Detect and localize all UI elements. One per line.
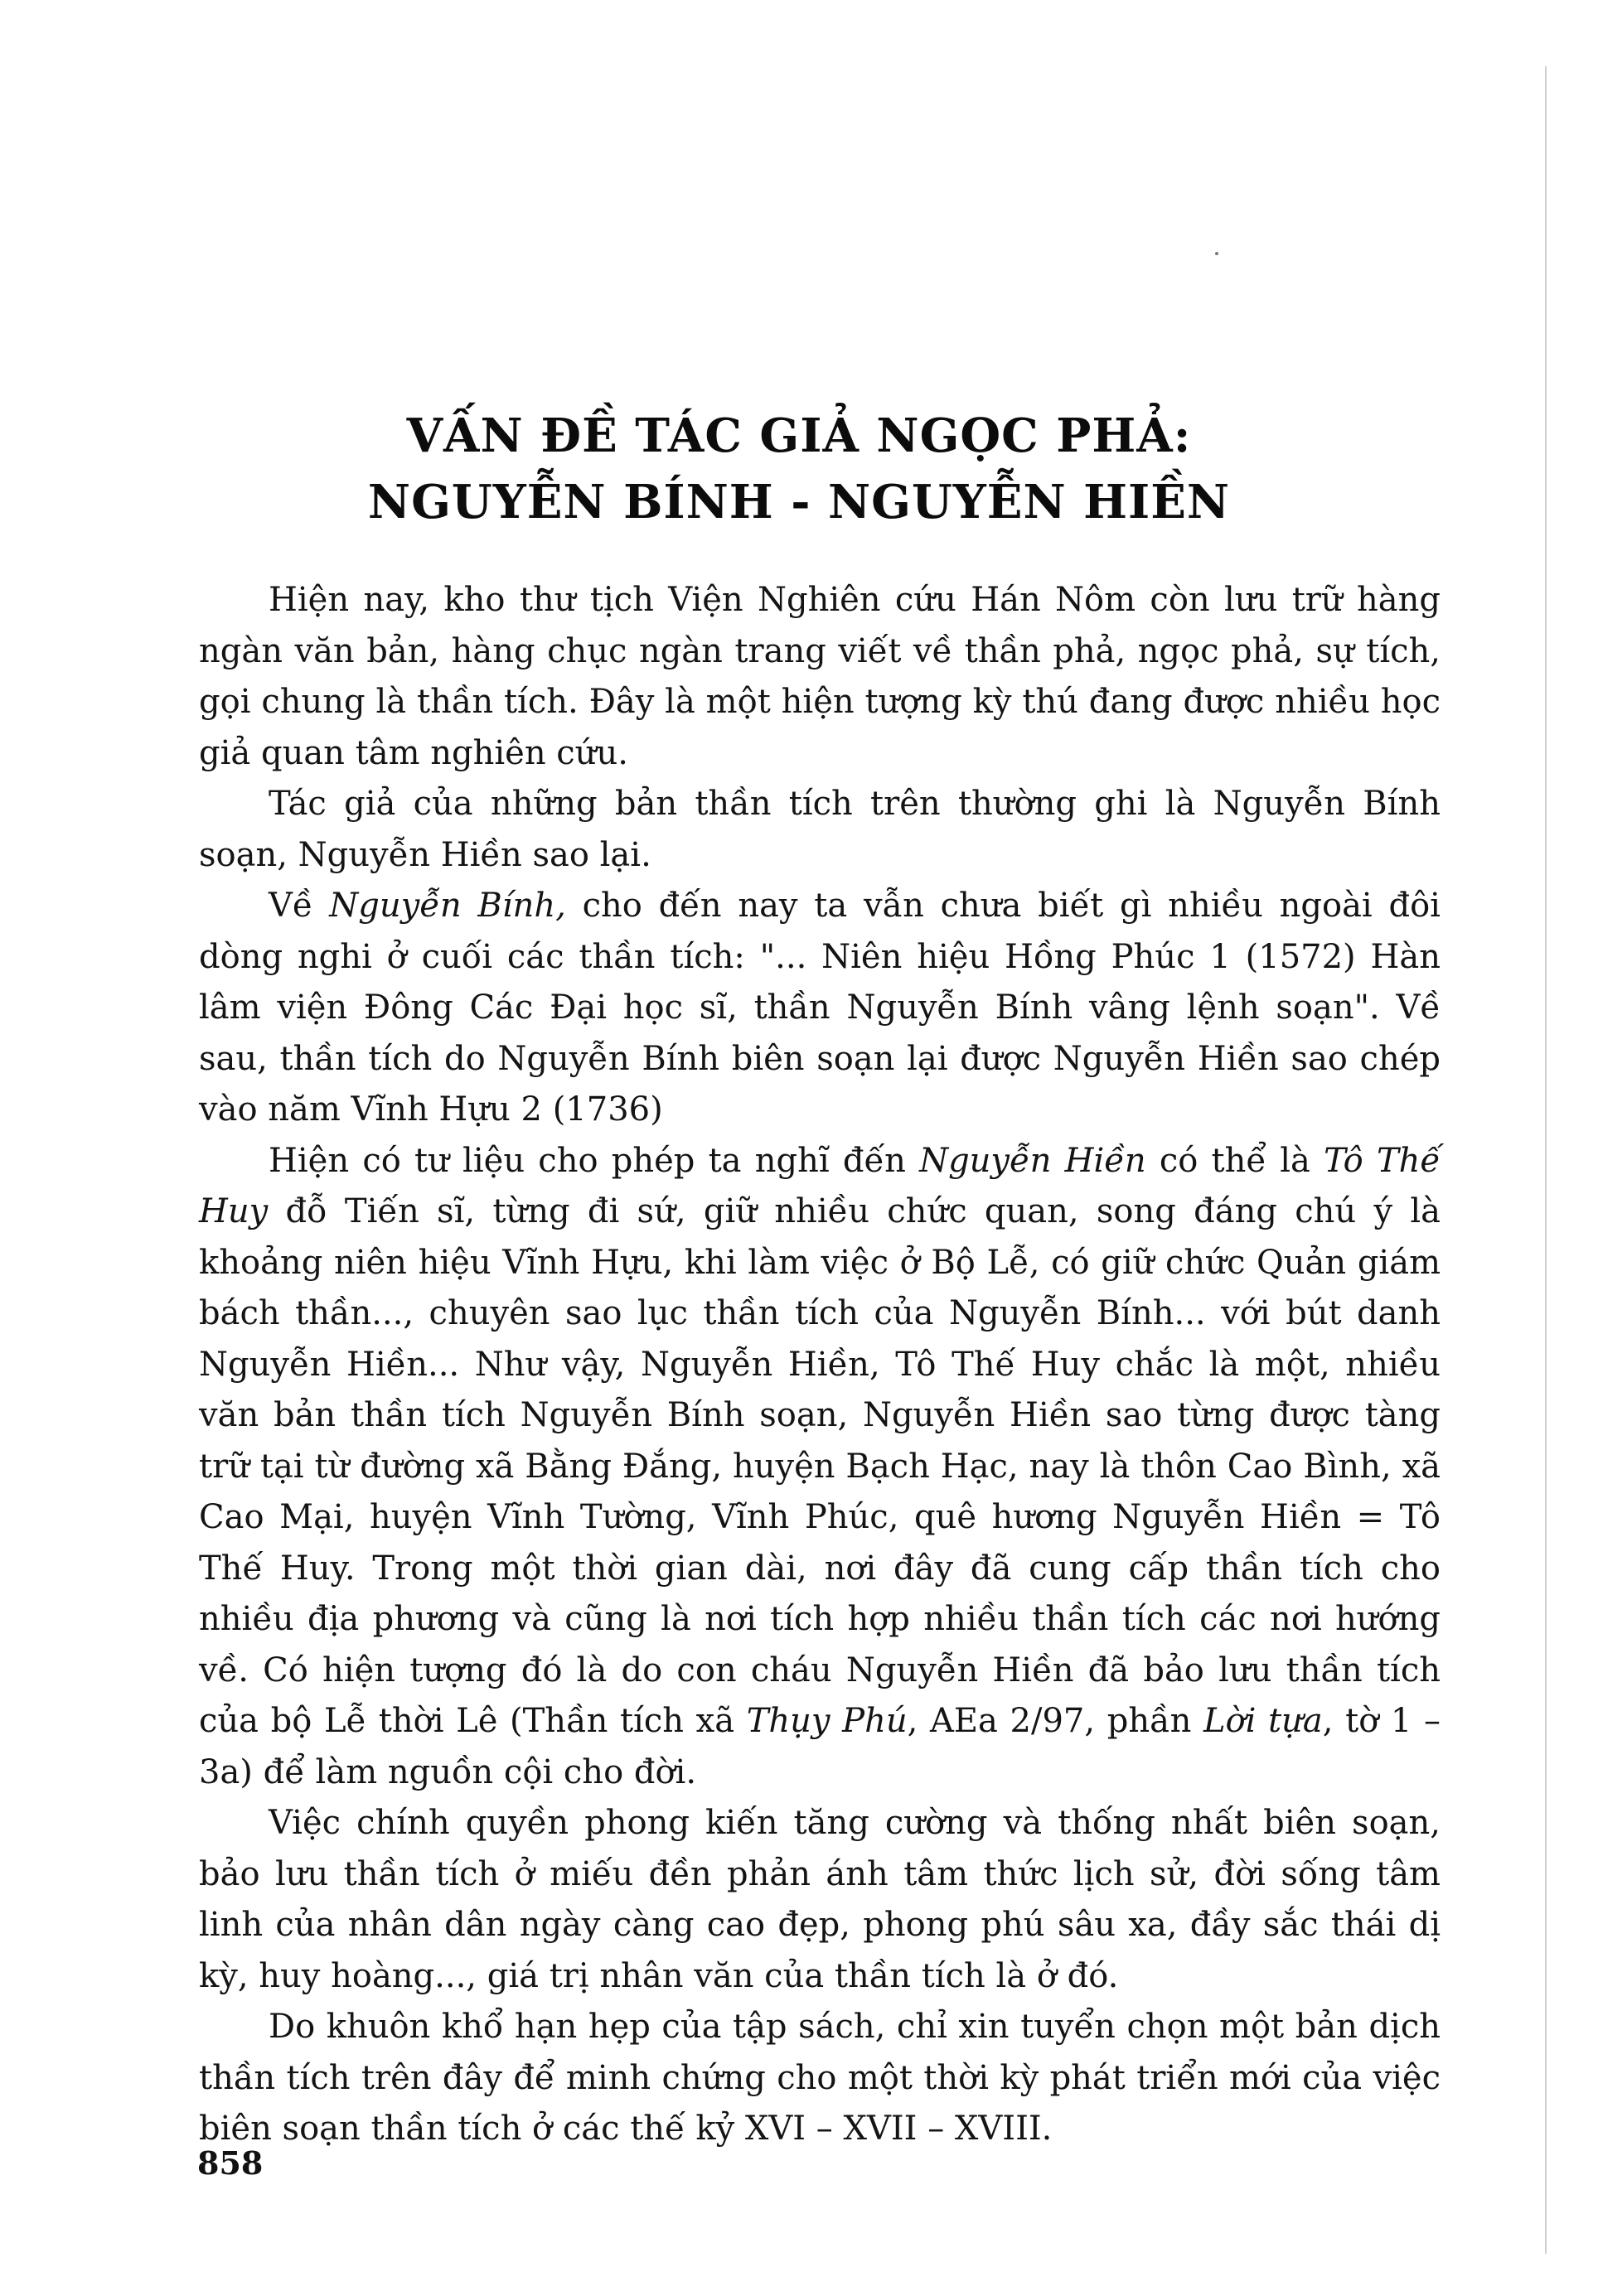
paragraph-4-italic-4: Lời tựa bbox=[1203, 1702, 1323, 1740]
paragraph-4-text-e: , tờ 1 – 3a) để làm nguồn cội cho đời. bbox=[199, 1702, 1441, 1791]
paragraph-4-italic-1: Nguyễn Hiền bbox=[919, 1141, 1146, 1180]
paragraph-3-italic-name: Nguyễn Bính, bbox=[329, 887, 566, 925]
chapter-title-line-1: VẤN ĐỀ TÁC GIẢ NGỌC PHẢ: bbox=[406, 408, 1192, 463]
chapter-title-line-2: NGUYỄN BÍNH - NGUYỄN HIỀN bbox=[367, 475, 1231, 529]
paragraph-6: Do khuôn khổ hạn hẹp của tập sách, chỉ xin tuyển chọn một bản dịch thần tích trên đây để minh chứng cho một thời kỳ phát triển mới của việc biên soạn thần tích ở các thế kỷ XVI – XVII – XVIII. bbox=[199, 2008, 1441, 2148]
paragraph-3-text-a: Về bbox=[269, 887, 330, 925]
paragraph-4-text-c: đỗ Tiến sĩ, từng đi sứ, giữ nhiều chức quan, song đáng chú ý là khoảng niên hiệu Vĩnh Hựu, khi làm việc ở Bộ Lễ, có giữ chức Quản giám bách thần..., chuyên sao lục thần tích của Nguyễn Bính... với bút danh Nguyễn Hiền... Như vậy, Nguyễn Hiền, Tô Thế Huy chắc là một, nhiều văn bản thần tích Nguyễn Bính soạn, Nguyễn Hiền sao từng được tàng trữ tại từ đường xã Bằng Đắng, huyện Bạch Hạc, nay là thôn Cao Bình, xã Cao Mại, huyện Vĩnh Tường, Vĩnh Phúc, quê hương Nguyễn Hiền = Tô Thế Huy. Trong một thời gian dài, nơi đây đã cung cấp thần tích cho nhiều địa phương và cũng là nơi tích hợp nhiều thần tích các nơi hướng về. Có hiện tượng đó là do con cháu Nguyễn Hiền đã bảo lưu thần tích của bộ Lễ thời Lê (Thần tích xã bbox=[199, 1192, 1441, 1740]
paragraph-4-text-d: , AEa 2/97, phần bbox=[907, 1702, 1204, 1740]
paragraph-4-italic-3: Thụy Phú bbox=[746, 1702, 908, 1740]
scan-speck bbox=[1215, 252, 1218, 255]
page-edge-line bbox=[1545, 66, 1547, 2254]
page-number: 858 bbox=[197, 2144, 264, 2182]
paragraph-5: Việc chính quyền phong kiến tăng cường và thống nhất biên soạn, bảo lưu thần tích ở miếu đền phản ánh tâm thức lịch sử, đời sống tâm linh của nhân dân ngày càng cao đẹp, phong phú sâu xa, đầy sắc thái dị kỳ, huy hoàng..., giá trị nhân văn của thần tích là ở đó. bbox=[199, 1804, 1441, 1995]
body-text bbox=[199, 575, 1441, 2155]
paragraph-2: Tác giả của những bản thần tích trên thường ghi là Nguyễn Bính soạn, Nguyễn Hiền sao lại. bbox=[199, 785, 1441, 874]
paragraph-1: Hiện nay, kho thư tịch Viện Nghiên cứu Hán Nôm còn lưu trữ hàng ngàn văn bản, hàng chục ngàn trang viết về thần phả, ngọc phả, sự tích, gọi chung là thần tích. Đây là một hiện tượng kỳ thú đang được nhiều học giả quan tâm nghiên cứu. bbox=[199, 581, 1441, 772]
paragraph-4 bbox=[199, 1136, 1441, 1799]
paragraph-4-text-a: Hiện có tư liệu cho phép ta nghĩ đến bbox=[269, 1141, 920, 1180]
paragraph-4-text-b: có thể là bbox=[1145, 1141, 1324, 1180]
paragraph-3-text-b: cho đến nay ta vẫn chưa biết gì nhiều ngoài đôi dòng nghi ở cuối các thần tích: "... Niên hiệu Hồng Phúc 1 (1572) Hàn lâm viện Đông Các Đại học sĩ, thần Nguyễn Bính vâng lệnh soạn". Về sau, thần tích do Nguyễn Bính biên soạn lại được Nguyễn Hiền sao chép vào năm Vĩnh Hựu 2 (1736) bbox=[199, 887, 1441, 1129]
paragraph-3 bbox=[199, 881, 1441, 1136]
paragraph-4-italic-2: Tô Thế Huy bbox=[199, 1141, 1441, 1230]
